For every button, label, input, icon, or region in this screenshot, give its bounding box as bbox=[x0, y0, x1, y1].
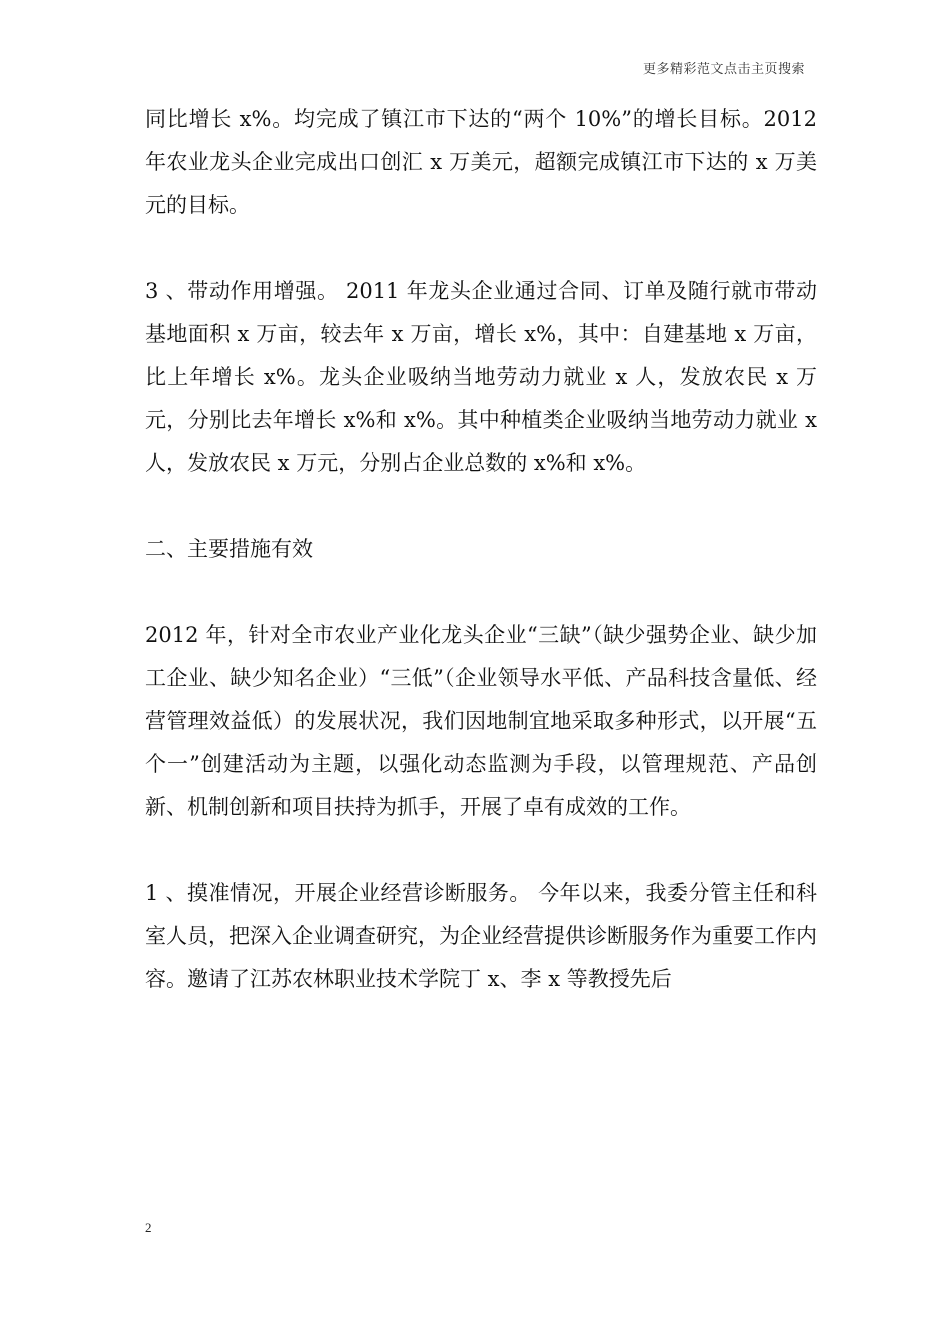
paragraph-diagnosis-service: 1 、摸准情况，开展企业经营诊断服务。 今年以来，我委分管主任和科室人员，把深入企业调查研究，为企业经营提供诊断服务作为重要工作内容。邀请了江苏农林职业技术学院丁 x、李 x 等教授先后 bbox=[145, 881, 817, 991]
header-link[interactable]: 更多精彩范文点击主页搜索 bbox=[642, 62, 805, 77]
page-number: 2 bbox=[145, 1220, 152, 1235]
paragraph-driving-effect: 3 、带动作用增强。 2011 年龙头企业通过合同、订单及随行就市带动 基地面积 x 万亩，较去年 x 万亩，增长 x%，其中：自建基地 x 万亩，比上年增长 x%。龙头企业吸纳当地劳动力就业 x 人，发放农民 x 万元，分别比去年增长 x%和 x%。其中种植类企业吸纳当地劳动力就业 x 人，发放农民 x 万元，分别占企业总数的 x%和 x%。 bbox=[145, 279, 817, 475]
paragraph-growth-targets: 同比增长 x%。均完成了镇江市下达的“两个 10%”的增长目标。2012 年农业龙头企业完成出口创汇 x 万美元，超额完成镇江市下达的 x 万美元的目标。 bbox=[145, 107, 817, 217]
paragraph-measures-overview: 2012 年，针对全市农业产业化龙头企业“三缺”（缺少强势企业、缺少加工企业、缺少知名企业）“三低”（企业领导水平低、产品科技含量低、经营管理效益低）的发展状况，我们因地制宜地采取多种形式，以开展“五个一”创建活动为主题，以强化动态监测为手段，以管理规范、产品创新、机制创新和项目扶持为抓手，开展了卓有成效的工作。 bbox=[145, 623, 817, 819]
section-heading-measures: 二、主要措施有效 bbox=[145, 537, 313, 561]
document-body bbox=[145, 98, 817, 1001]
